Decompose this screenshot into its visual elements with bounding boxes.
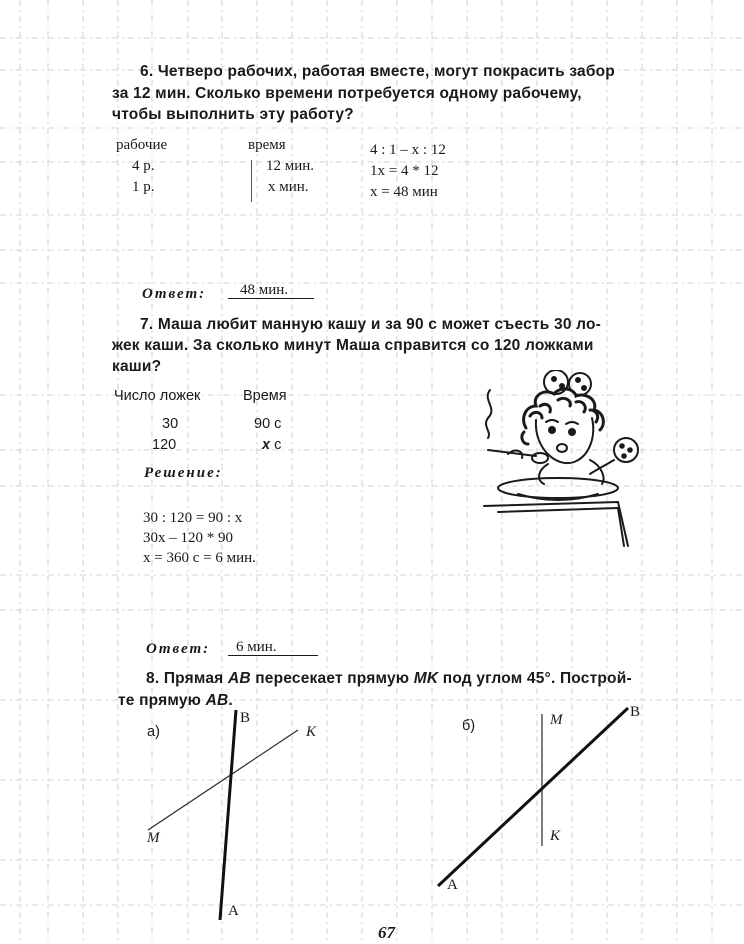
task6-row1-time: 12 мин. xyxy=(266,158,315,174)
task6-col-time: время xyxy=(248,137,286,153)
task7-col-time: Время xyxy=(243,388,287,404)
page-number: 67 xyxy=(378,923,395,942)
task7-text-line1: Маша любит манную кашу и за 90 с может съесть 30 ло- xyxy=(157,316,602,333)
task8-number: 8. xyxy=(146,670,160,687)
task6-col-workers: рабочие xyxy=(116,137,168,153)
task8-part-b-label: б) xyxy=(462,718,476,734)
task6-solution-line1: 4 : 1 – х : 12 xyxy=(370,142,446,158)
line-ab-a xyxy=(220,710,236,920)
line-ab-b xyxy=(438,708,628,886)
task6-solution-line3: х = 48 мин xyxy=(370,184,438,200)
task7-row2-time-unit: с xyxy=(274,437,282,453)
task6-row2-workers: 1 р. xyxy=(132,179,155,195)
task8-text-1a: Прямая xyxy=(163,670,228,687)
fig-b-label-k: K xyxy=(550,828,561,844)
task6-solution-line2: 1х = 4 * 12 xyxy=(370,163,439,179)
task7-col-spoons: Число ложек xyxy=(114,388,201,404)
task8-text-ab2: AB xyxy=(205,692,229,709)
task6-line1 xyxy=(140,61,615,82)
task7-solution-label: Решение: xyxy=(144,465,223,481)
task8-figure-b xyxy=(430,700,650,900)
task7-row1-time: 90 с xyxy=(254,416,282,432)
task8-text-mk: MK xyxy=(413,670,439,687)
task7-text-line2: жек каши. За сколько минут Маша справится со 120 ложками xyxy=(112,337,594,354)
task8-text-1c: под углом 45°. Построй- xyxy=(438,670,632,687)
task7-row2-spoons: 120 xyxy=(152,437,177,453)
task7-solution-line3: х = 360 с = 6 мин. xyxy=(143,550,256,566)
fig-a-label-k: K xyxy=(306,724,317,740)
task6-text-line1: Четверо рабочих, работая вместе, могут покрасить забор xyxy=(157,63,615,80)
task7-row1-spoons: 30 xyxy=(162,416,179,432)
task6-table-divider xyxy=(251,160,252,202)
task6-text-line2: за 12 мин. Сколько времени потребуется одному рабочему, xyxy=(112,85,582,102)
task8-text-2b: . xyxy=(228,692,233,709)
task6-row1-workers: 4 р. xyxy=(132,158,155,174)
fig-b-label-m: M xyxy=(550,712,563,728)
task8-text-ab: AB xyxy=(227,670,251,687)
task7-row2-time-var: x xyxy=(262,437,271,453)
task6-number: 6. xyxy=(140,63,154,80)
task7-answer-value: 6 мин. xyxy=(236,639,277,655)
task7-row2-time xyxy=(262,437,281,453)
task7-number: 7. xyxy=(140,316,154,333)
line-mk-a xyxy=(148,730,298,830)
task6-answer-label: Ответ: xyxy=(142,286,207,302)
task6-text-line3: чтобы выполнить эту работу? xyxy=(112,106,354,123)
masha-eating-porridge-illustration xyxy=(478,370,648,550)
task6-answer-value: 48 мин. xyxy=(240,282,289,298)
task7-text-line3: каши? xyxy=(112,358,162,375)
fig-a-label-b: B xyxy=(240,710,251,726)
fig-b-label-a: A xyxy=(447,877,458,893)
task8-text-1b: пересекает прямую xyxy=(250,670,414,687)
task7-solution-line1: 30 : 120 = 90 : х xyxy=(143,510,243,526)
task7-answer-label: Ответ: xyxy=(146,641,211,657)
task6-row2-time: х мин. xyxy=(268,179,309,195)
fig-b-label-b: B xyxy=(630,704,641,720)
task8-text-2a: те прямую xyxy=(118,692,206,709)
task8-line1 xyxy=(146,668,632,689)
fig-a-label-a: A xyxy=(228,903,239,919)
fig-a-label-m: M xyxy=(147,830,160,846)
task7-solution-line2: 30х – 120 * 90 xyxy=(143,530,233,546)
task8-part-a-label: а) xyxy=(147,724,160,740)
task7-line1 xyxy=(140,314,601,335)
